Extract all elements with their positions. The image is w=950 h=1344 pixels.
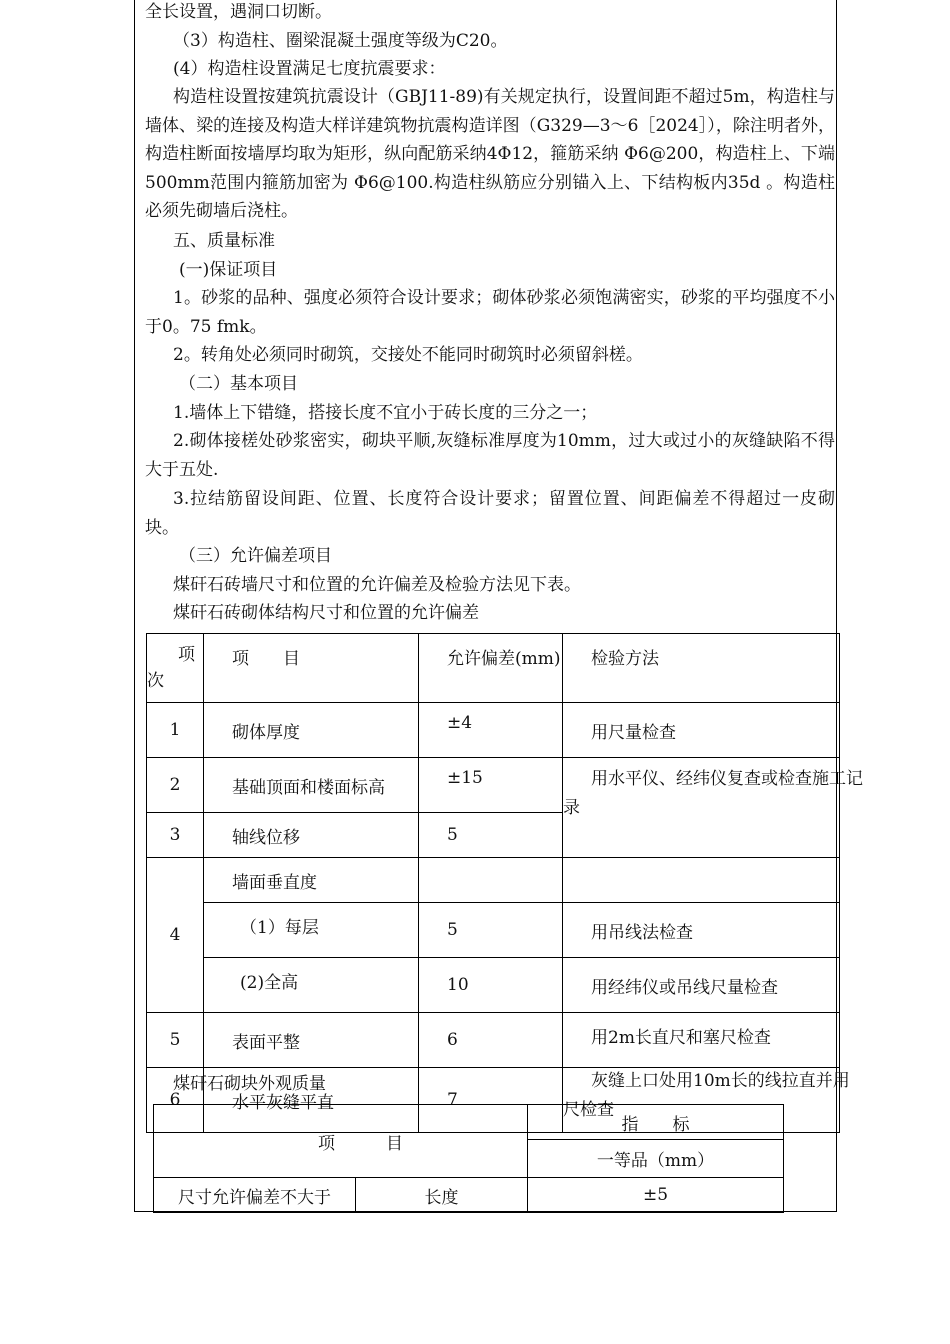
subheading-tolerance: （三）允许偏差项目 (179, 546, 332, 566)
cell-method: 灰缝上口处用10m长的线拉直并用尺检查 (563, 1068, 840, 1133)
cell-tolerance (419, 858, 563, 903)
text-item-4: (4）构造柱设置满足七度抗震要求： (173, 59, 446, 79)
header-cell-grade: 一等品（mm） (528, 1140, 784, 1178)
cell-no: 2 (147, 758, 204, 813)
header-cell-method: 检验方法 (563, 634, 840, 703)
appearance-quality-table (153, 1104, 784, 1213)
table1-title: 煤矸石砖砌体结构尺寸和位置的允许偏差 (173, 603, 479, 623)
table-header-row (147, 634, 840, 703)
cell-tolerance: 5 (419, 813, 563, 858)
cell-item: 基础顶面和楼面标高 (204, 758, 419, 813)
cell-tolerance: 6 (419, 1013, 563, 1068)
paragraph-guarantee-1: 1。砂浆的品种、强度必须符合设计要求；砌体砂浆必须饱满密实，砂浆的平均强度不小于0。75 fmk。 (145, 288, 835, 337)
cell-tolerance: 7 (419, 1068, 563, 1133)
cell-method: 用尺量检查 (563, 703, 840, 758)
document-page (134, 0, 863, 1212)
header-cell-tolerance: 允许偏差(mm) (419, 634, 563, 703)
cell-item: 表面平整 (204, 1013, 419, 1068)
cell-item: 砌体厚度 (204, 703, 419, 758)
cell-label: 尺寸允许偏差不大于 (154, 1178, 356, 1213)
header-cell-item: 项 目 (154, 1105, 528, 1178)
subheading-basic: （二）基本项目 (179, 374, 298, 394)
table2-title: 煤矸石砌块外观质量 (173, 1074, 326, 1094)
cell-no: 5 (147, 1013, 204, 1068)
text-line-continuation: 全长设置，遇洞口切断。 (145, 2, 332, 22)
cell-item: 水平灰缝平直 (204, 1068, 419, 1133)
cell-no: 3 (147, 813, 204, 858)
cell-item: （1）每层 (204, 903, 419, 958)
text-item-3: （3）构造柱、圈梁混凝土强度等级为C20。 (173, 31, 508, 51)
table-row (147, 903, 840, 958)
cell-tolerance: 5 (419, 903, 563, 958)
paragraph-basic-1: 1.墙体上下错缝，搭接长度不宜小于砖长度的三分之一； (173, 403, 598, 423)
table-row (147, 958, 840, 1013)
paragraph-basic-3: 3.拉结筋留设间距、位置、长度符合设计要求；留置位置、间距偏差不得超过一皮砌块。 (145, 489, 835, 538)
table-row (154, 1178, 784, 1213)
cell-method: 用吊线法检查 (563, 903, 840, 958)
cell-no: 1 (147, 703, 204, 758)
cell-no: 6 (147, 1068, 204, 1133)
header-cell-index: 指 标 (528, 1105, 784, 1140)
paragraph-basic-2: 2.砌体接槎处砂浆密实，砌块平顺,灰缝标准厚度为10mm，过大或过小的灰缝缺陷不得大于五处. (145, 431, 835, 480)
cell-item: (2)全高 (204, 958, 419, 1013)
paragraph-tolerance-intro: 煤矸石砖墙尺寸和位置的允许偏差及检验方法见下表。 (173, 575, 581, 595)
cell-tolerance: 10 (419, 958, 563, 1013)
cell-tolerance: ±4 (419, 703, 563, 758)
header-cell-no: 项 次 (147, 634, 204, 703)
paragraph-structural-columns: 构造柱设置按建筑抗震设计（GBJ11-89)有关规定执行，设置间距不超过5m，构造柱与墙体、梁的连接及构造大样详建筑物抗震构造详图（G329—3～6［2024］），除注明者外，构造柱断面按墙厚均取为矩形，纵向配筋采纳4Φ12，箍筋采纳 Φ6@200，构造柱上、下端500mm范围内箍筋加密为 Φ6@100.构造柱纵筋应分别锚入上、下结构板内35d 。构造柱必须先砌墙后浇柱。 (145, 87, 835, 221)
cell-method: 用经纬仪或吊线尺量检查 (563, 958, 840, 1013)
cell-method-merged: 用水平仪、经纬仪复查或检查施工记录 (563, 758, 840, 858)
header-cell-item: 项 目 (204, 634, 419, 703)
table-row (147, 758, 840, 813)
cell-method: 用2m长直尺和塞尺检查 (563, 1013, 840, 1068)
cell-item: 轴线位移 (204, 813, 419, 858)
subheading-guarantee: (一)保证项目 (179, 260, 278, 280)
table-row (147, 703, 840, 758)
cell-value: ±5 (528, 1178, 784, 1213)
section-heading-quality: 五、质量标准 (173, 231, 275, 251)
cell-item: 墙面垂直度 (204, 858, 419, 903)
cell-sub: 长度 (356, 1178, 528, 1213)
table-row (147, 858, 840, 903)
cell-no: 4 (147, 858, 204, 1013)
cell-tolerance: ±15 (419, 758, 563, 813)
cell-method (563, 858, 840, 903)
paragraph-guarantee-2: 2。转角处必须同时砌筑，交接处不能同时砌筑时必须留斜槎。 (173, 345, 643, 365)
tolerance-table (146, 633, 863, 1133)
table-row (147, 1013, 840, 1068)
